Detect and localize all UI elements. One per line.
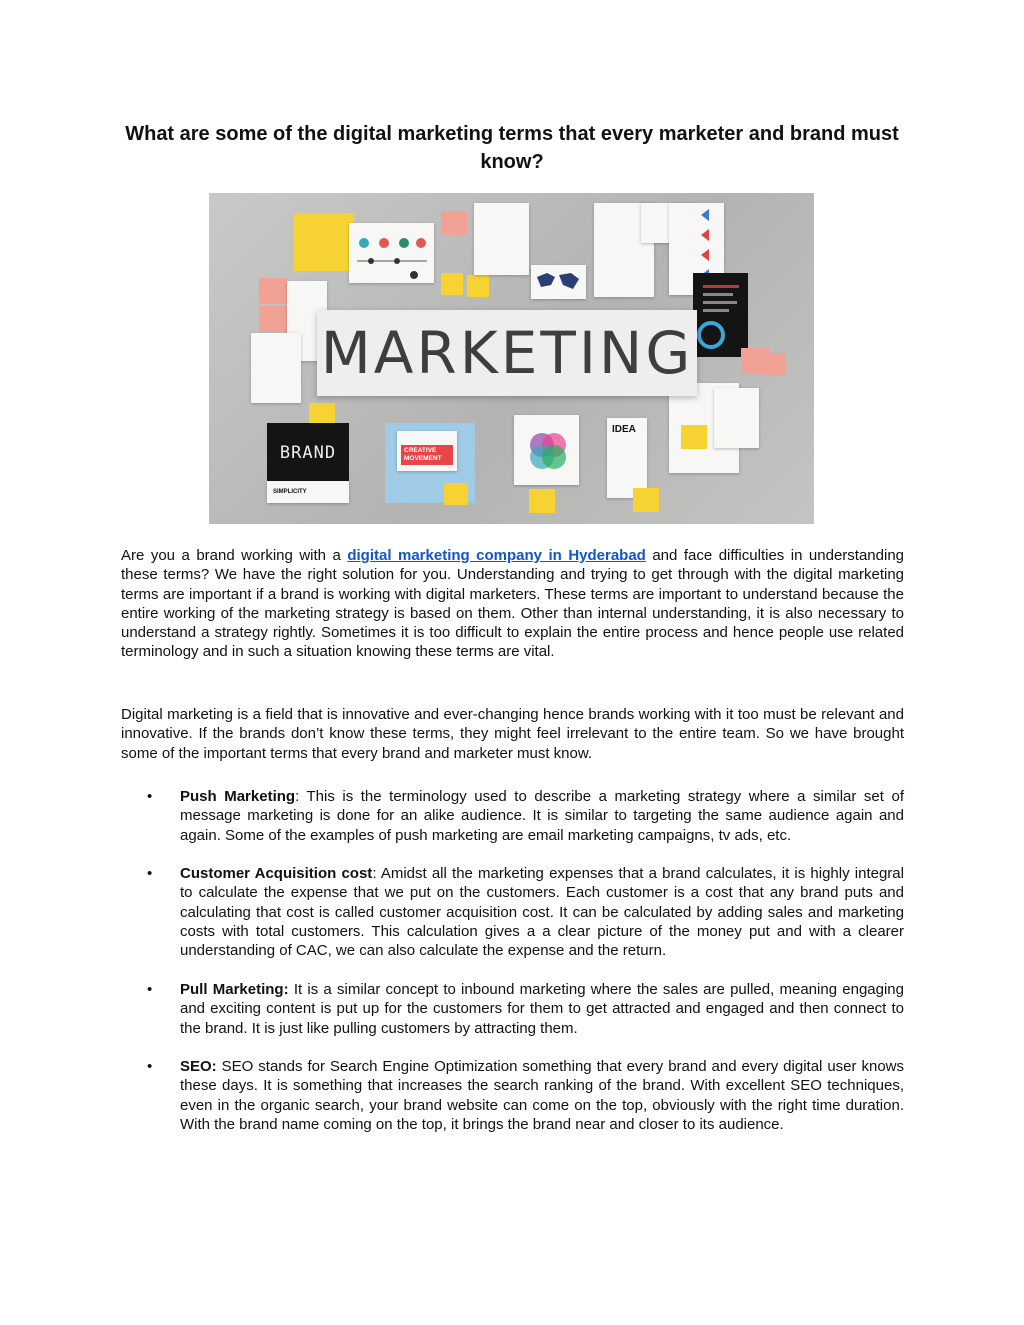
marketing-banner bbox=[317, 310, 697, 396]
list-item bbox=[121, 1057, 904, 1134]
term-name: Customer Acquisition cost bbox=[180, 865, 373, 883]
sticky-note bbox=[441, 273, 463, 295]
brand-card bbox=[267, 423, 349, 483]
venn-diagram-icon bbox=[514, 415, 579, 485]
idea-text: IDEA bbox=[612, 424, 636, 435]
paper-sheet bbox=[474, 203, 529, 275]
sticky-note bbox=[681, 425, 707, 449]
world-map-icon bbox=[531, 265, 586, 299]
sticky-note bbox=[467, 275, 489, 297]
term-name: Push Marketing bbox=[180, 788, 296, 805]
sticky-note bbox=[259, 278, 287, 304]
term-name: Pull Marketing: bbox=[180, 980, 289, 998]
intro-paragraph bbox=[121, 546, 904, 662]
sticky-note bbox=[764, 353, 786, 375]
terms-list bbox=[121, 787, 904, 1154]
simplicity-text: SIMPLICITY bbox=[273, 489, 307, 495]
list-item bbox=[121, 787, 904, 845]
sticky-note bbox=[441, 211, 467, 235]
intro-text-rest: and face difficulties in understanding these terms? We have the right solution for you. Understanding and trying to get through with the digital marketing terms are important if a brand is working with digital marketers. These terms are important to understand because the entire working of the marketing strategy is based on them. Other than internal understanding, it is also necessary to understand a strategy rightly. Sometimes it is too difficult to explain the entire process and hence people use related terminology and in such a situation knowing these terms are vital. bbox=[121, 547, 905, 661]
digital-marketing-company-link[interactable]: digital marketing company in Hyderabad bbox=[347, 547, 646, 564]
list-item bbox=[121, 864, 904, 960]
sticky-note bbox=[633, 488, 659, 512]
term-description: It is a similar concept to inbound marketing where the sales are pulled, meaning engaging and exciting content is put up for the customers for them to get attracted and engaged and then connect to the brand. It is just like pulling customers by attracting them. bbox=[180, 980, 904, 1037]
idea-sheet bbox=[607, 418, 647, 498]
page-title: What are some of the digital marketing terms that every marketer and brand must know? bbox=[125, 123, 899, 173]
sticky-note bbox=[529, 489, 555, 513]
banner-text: MARKETING bbox=[320, 319, 694, 387]
brand-text: BRAND bbox=[279, 443, 337, 463]
list-item bbox=[121, 980, 904, 1038]
simplicity-card bbox=[267, 481, 349, 503]
paper-sheet bbox=[349, 223, 434, 283]
term-separator: : bbox=[295, 788, 307, 805]
second-paragraph bbox=[121, 705, 904, 763]
term-separator: : bbox=[372, 865, 381, 883]
world-map-sheet bbox=[531, 265, 586, 299]
sticky-note bbox=[444, 483, 468, 505]
bullet-icon: • bbox=[147, 788, 153, 805]
venn-sheet bbox=[514, 415, 579, 485]
infographic-sheet bbox=[693, 273, 748, 357]
bullet-icon: • bbox=[147, 1058, 153, 1076]
sticky-note bbox=[294, 213, 354, 271]
term-name: SEO: bbox=[180, 1058, 217, 1076]
term-description: Amidst all the marketing expenses that a brand calculates, it is highly integral to calculate the expense that we put on the customers. Each customer is a cost that any brand puts and calculating that cost is called customer acquisition cost. It can be calculated by adding sales and marketing costs with total customers. This calculation gives a a clear picture of the money put and with a clearer understanding of CAC, we can also calculate the expense and the return. bbox=[180, 865, 904, 960]
paper-sheet bbox=[251, 333, 301, 403]
paper-sheet bbox=[397, 431, 457, 471]
term-description: SEO stands for Search Engine Optimization something that every brand and every digital user knows these days. It is something that increases the search ranking of the brand. With excellent SEO techniques, even in the organic search, your brand website can come on the top, obviously with the right time duration. With the brand name coming on the top, it brings the brand near and closer to its audience. bbox=[180, 1058, 904, 1134]
paper-sheet bbox=[714, 388, 759, 448]
marketing-hero-image bbox=[209, 193, 814, 524]
term-description: This is the terminology used to describe a marketing strategy where a similar set of message marketing is done for an alike audience. It is similar to targeting the same audience again and again. Some of the examples of push marketing are email marketing campaigns, tv ads, etc. bbox=[180, 788, 904, 844]
creative-movement-tag: CREATIVE MOVEMENT bbox=[401, 445, 453, 465]
intro-text-start: Are you a brand working with a bbox=[121, 547, 348, 564]
gauge-icon bbox=[693, 273, 748, 357]
bullet-icon: • bbox=[147, 980, 153, 998]
bullet-icon: • bbox=[147, 865, 153, 883]
paragraph-text: Digital marketing is a field that is innovative and ever-changing hence brands working with it too must be relevant and innovative. If the brands don’t know these terms, they might feel irrelevant to the entire team. So we have brought some of the important terms that every brand and marketer must know. bbox=[121, 706, 904, 762]
sticky-note bbox=[259, 306, 287, 332]
timeline-icon bbox=[349, 223, 434, 283]
